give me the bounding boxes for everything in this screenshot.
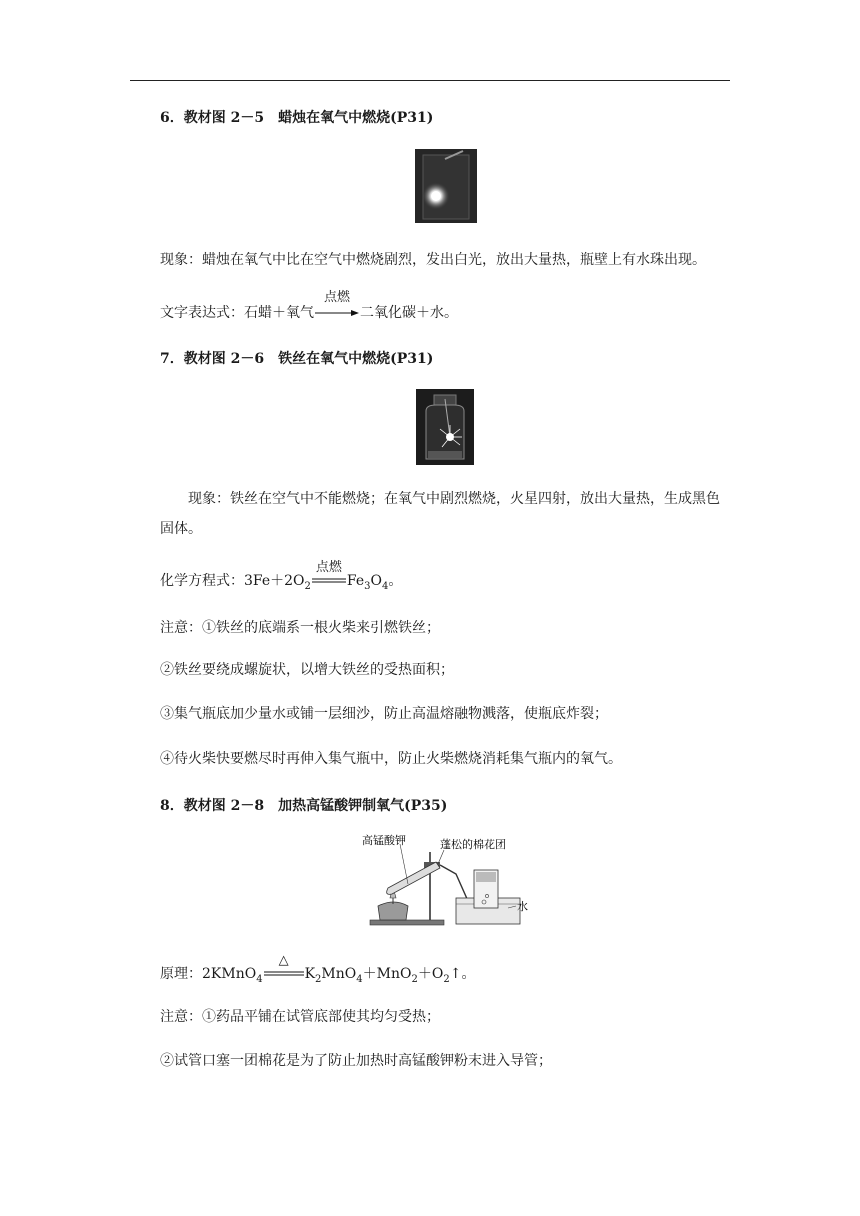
expression-suffix: 二氧化碳＋水。 bbox=[360, 305, 458, 321]
o-subscript: 4 bbox=[382, 580, 389, 592]
section-8-note-1: 注意：①药品平铺在试管底部使其均匀受热； bbox=[160, 1009, 440, 1025]
section-6-expression bbox=[160, 290, 458, 323]
equation-end: 。 bbox=[388, 573, 403, 589]
section-8-heading: 8．教材图 2－8 加热高锰酸钾制氧气(P35) bbox=[160, 798, 448, 814]
reaction-equals bbox=[264, 953, 304, 978]
principle-prefix: 原理：2KMnO bbox=[160, 966, 257, 982]
product-o: O bbox=[370, 573, 382, 589]
section-6-heading: 6．教材图 2－5 蜡烛在氧气中燃烧(P31) bbox=[160, 110, 434, 126]
expression-prefix: 文字表达式：石蜡＋氧气 bbox=[160, 305, 314, 321]
mno2-symbol: ＋MnO bbox=[362, 966, 412, 982]
kmno4-subscript: 4 bbox=[256, 973, 263, 985]
section-6-phenomenon: 现象：蜡烛在氧气中比在空气中燃烧剧烈，发出白光，放出大量热，瓶壁上有水珠出现。 bbox=[160, 252, 706, 268]
label-water: 水 bbox=[517, 901, 528, 913]
equation-prefix: 化学方程式：3Fe＋2O bbox=[160, 573, 305, 589]
iron-wire-photo bbox=[416, 389, 474, 465]
mno2-subscript: 2 bbox=[411, 973, 418, 985]
o2-symbol: ＋O bbox=[417, 966, 444, 982]
candle-photo bbox=[415, 149, 477, 223]
label-cotton: 蓬松的棉花团 bbox=[440, 839, 506, 851]
k2-subscript: 2 bbox=[315, 973, 322, 985]
condition-label: 点燃 bbox=[315, 560, 342, 575]
o2-subscript: 2 bbox=[443, 973, 450, 985]
section-7-note-4: ④待火柴快要燃尽时再伸入集气瓶中，防止火柴燃烧消耗集气瓶内的氧气。 bbox=[160, 751, 622, 767]
label-kmno4: 高锰酸钾 bbox=[362, 835, 406, 847]
mno4-subscript: 4 bbox=[356, 973, 363, 985]
section-8-principle bbox=[160, 953, 476, 990]
section-8-note-2: ②试管口塞一团棉花是为了防止加热时高锰酸钾粉末进入导管； bbox=[160, 1053, 552, 1069]
equals-icon bbox=[264, 968, 304, 978]
equals-icon bbox=[312, 575, 346, 585]
o2-subscript: 2 bbox=[304, 580, 311, 592]
mno4-symbol: MnO bbox=[321, 966, 357, 982]
reaction-equals bbox=[312, 560, 346, 585]
header-rule bbox=[130, 80, 730, 81]
reaction-arrow bbox=[315, 290, 359, 317]
k2-symbol: K bbox=[304, 966, 316, 982]
arrow-icon bbox=[315, 305, 359, 317]
section-7-phenomenon: 现象：铁丝在空气中不能燃烧；在氧气中剧烈燃烧，火星四射，放出大量热，生成黑色固体。 bbox=[160, 491, 720, 537]
fe-subscript: 3 bbox=[364, 580, 371, 592]
section-7-note-3: ③集气瓶底加少量水或铺一层细沙，防止高温熔融物溅落，使瓶底炸裂； bbox=[160, 706, 608, 722]
product-fe: Fe bbox=[346, 573, 365, 589]
gas-arrow: ↑。 bbox=[449, 966, 476, 982]
condition-label: 点燃 bbox=[323, 290, 350, 305]
heat-condition: △ bbox=[278, 953, 289, 968]
section-7-note-2: ②铁丝要绕成螺旋状，以增大铁丝的受热面积； bbox=[160, 662, 454, 678]
section-7-note-1: 注意：①铁丝的底端系一根火柴来引燃铁丝； bbox=[160, 620, 440, 636]
section-7-equation bbox=[160, 560, 403, 597]
section-7-heading: 7．教材图 2－6 铁丝在氧气中燃烧(P31) bbox=[160, 351, 434, 367]
kmno4-apparatus-diagram bbox=[360, 832, 530, 930]
